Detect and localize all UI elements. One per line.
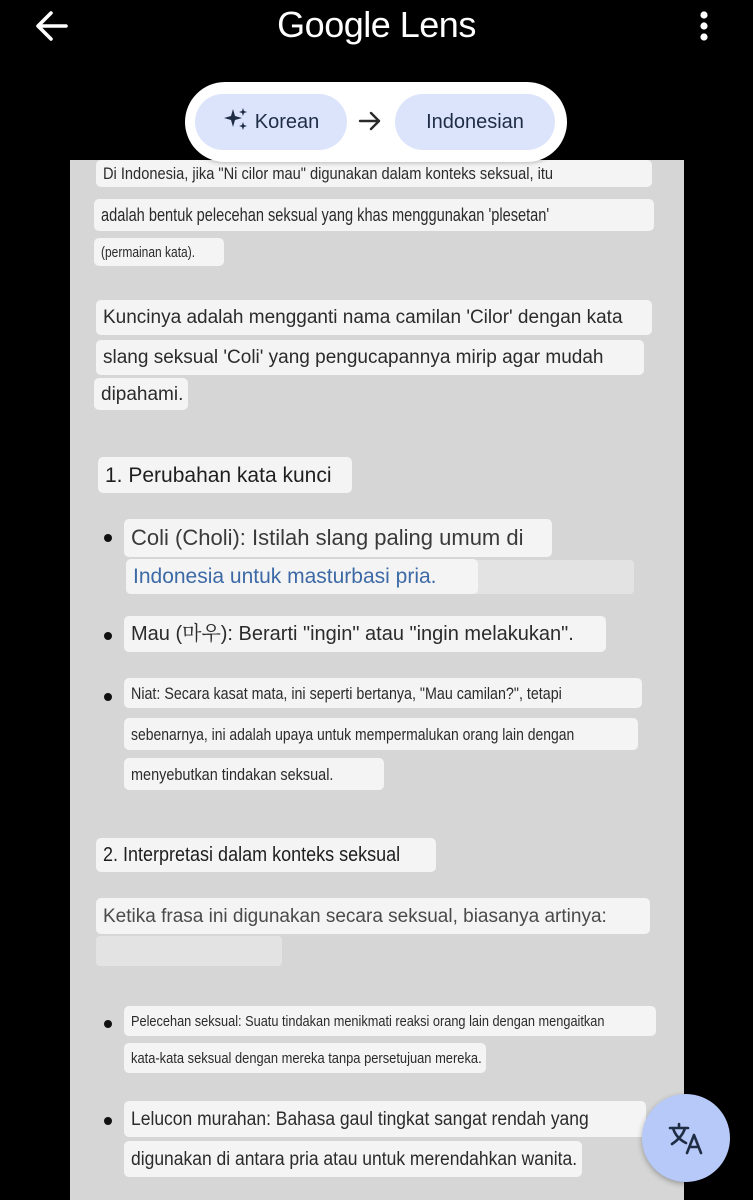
more-options-button[interactable] (690, 6, 718, 46)
bullet3-line3: menyebutkan tindakan seksual. (124, 758, 384, 790)
sparkle-icon (223, 106, 249, 138)
para2-line2: slang seksual 'Coli' yang pengucapannya mirip agar mudah (96, 340, 644, 375)
source-language-button[interactable] (195, 94, 347, 150)
target-language-button[interactable] (395, 94, 555, 150)
bullet3-line1: Niat: Secara kasat mata, ini seperti bertanya, "Mau camilan?", tetapi (124, 678, 642, 708)
para1-line2: adalah bentuk pelecehan seksual yang khas menggunakan 'plesetan' (94, 199, 654, 231)
para2-line1: Kuncinya adalah mengganti nama camilan 'Cilor' dengan kata (96, 300, 652, 335)
bullet-dot (104, 632, 112, 640)
bullet4-line2: kata-kata seksual dengan mereka tanpa persetujuan mereka. (124, 1043, 486, 1073)
para3-line: Ketika frasa ini digunakan secara seksual, biasanya artinya: (96, 898, 650, 934)
bullet-dot (104, 534, 112, 542)
translate-icon (666, 1118, 706, 1158)
bullet1-line2: Indonesia untuk masturbasi pria. (126, 559, 478, 594)
heading1: 1. Perubahan kata kunci (98, 457, 352, 493)
para1-line1: Di Indonesia, jika "Ni cilor mau" digunakan dalam konteks seksual, itu (96, 160, 652, 187)
bullet2-line: Mau (마우): Berarti "ingin" atau "ingin melakukan". (124, 616, 606, 652)
arrow-right-icon (357, 106, 383, 136)
language-selector (185, 82, 567, 162)
bullet4-line1: Pelecehan seksual: Suatu tindakan menikmati reaksi orang lain dengan mengaitkan (124, 1006, 656, 1036)
bullet-dot (104, 1117, 112, 1125)
bullet3-line2: sebenarnya, ini adalah upaya untuk mempermalukan orang lain dengan (124, 718, 638, 750)
bullet1-line1: Coli (Choli): Istilah slang paling umum di (124, 519, 552, 557)
top-bar (0, 0, 753, 58)
bullet-dot (104, 693, 112, 701)
heading2: 2. Interpretasi dalam konteks seksual (96, 838, 436, 872)
bullet5-line1: Lelucon murahan: Bahasa gaul tingkat sangat rendah yang (124, 1101, 646, 1137)
translated-document (70, 160, 684, 1200)
para1-line3: (permainan kata). (94, 238, 224, 266)
para2-line3: dipahami. (94, 378, 188, 410)
app-title: Google Lens (277, 4, 476, 45)
more-vertical-icon (690, 6, 718, 46)
bullet-dot (104, 1020, 112, 1028)
text-highlight-shadow (96, 936, 282, 966)
bullet5-line2: digunakan di antara pria atau untuk merendahkan wanita. (124, 1141, 582, 1177)
translate-button[interactable] (642, 1094, 730, 1182)
source-language-label: Korean (254, 110, 320, 133)
target-language-label: Indonesian (426, 110, 524, 133)
